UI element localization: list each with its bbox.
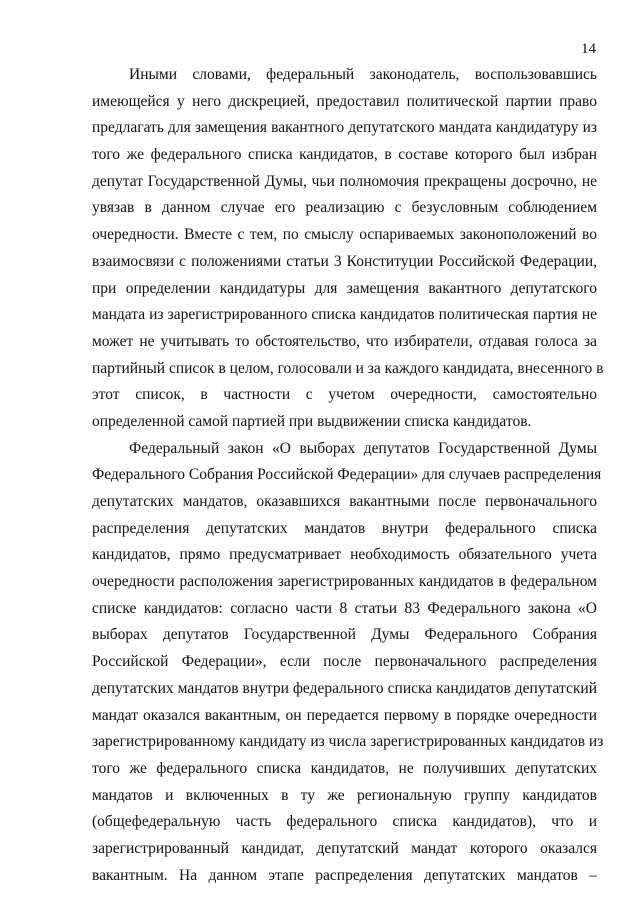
text-line: этот список, в частности с учетом очередности, самостоятельно bbox=[92, 386, 597, 404]
text-line: Федерального Собрания Российской Федерации» для случаев распределения bbox=[92, 466, 602, 484]
paragraph-2 bbox=[92, 436, 604, 890]
document-body bbox=[92, 62, 604, 889]
text-line: списке кандидатов: согласно части 8 статьи 83 Федерального закона «О bbox=[92, 599, 597, 617]
text-line: того же федерального списка кандидатов, не получивших депутатских bbox=[92, 759, 597, 777]
paragraph-1 bbox=[92, 62, 604, 436]
text-line: при определении кандидатуры для замещения вакантного депутатского bbox=[92, 279, 597, 297]
text-line: вакантным. На данном этапе распределения депутатских мандатов – bbox=[92, 866, 597, 884]
text-line: того же федерального списка кандидатов, в составе которого был избран bbox=[92, 146, 597, 164]
text-line: партийный список в целом, голосовали и за каждого кандидата, внесенного в bbox=[92, 359, 604, 377]
text-line: зарегистрированный кандидат, депутатский мандат которого оказался bbox=[92, 839, 597, 857]
text-line: выборах депутатов Государственной Думы Федерального Собрания bbox=[92, 626, 597, 644]
text-line: (общефедеральную часть федерального списка кандидатов), что и bbox=[92, 813, 597, 831]
text-line: очередности. Вместе с тем, по смыслу оспариваемых законоположений во bbox=[92, 226, 597, 244]
text-line: распределения депутатских мандатов внутри федерального списка bbox=[92, 519, 597, 537]
text-line: увязав в данном случае его реализацию с безусловным соблюдением bbox=[92, 199, 597, 217]
page-number: 14 bbox=[581, 41, 596, 57]
text-line: мандатов и включенных в ту же региональную группу кандидатов bbox=[92, 786, 597, 804]
text-line: Иными словами, федеральный законодатель, воспользовавшись bbox=[129, 66, 597, 83]
text-line: имеющейся у него дискрецией, предоставил политической партии право bbox=[92, 92, 597, 110]
text-line: очередности расположения зарегистрированных кандидатов в федеральном bbox=[92, 573, 597, 591]
text-line: депутатских мандатов, оказавшихся вакантными после первоначального bbox=[92, 493, 597, 510]
text-line: определенной самой партией при выдвижении списка кандидатов. bbox=[92, 412, 532, 430]
text-line: депутат Государственной Думы, чьи полномочия прекращены досрочно, не bbox=[92, 172, 597, 190]
text-line: предлагать для замещения вакантного депутатского мандата кандидатуру из bbox=[92, 119, 597, 137]
text-line: Российской Федерации», если после первоначального распределения bbox=[92, 653, 597, 671]
text-line: зарегистрированному кандидату из числа зарегистрированных кандидатов из bbox=[92, 733, 604, 751]
text-line: может не учитывать то обстоятельство, что избиратели, отдавая голоса за bbox=[92, 332, 597, 350]
text-line: мандат оказался вакантным, он передается первому в порядке очередности bbox=[92, 706, 597, 724]
text-line: взаимосвязи с положениями статьи 3 Конституции Российской Федерации, bbox=[92, 252, 597, 270]
text-line: мандата из зарегистрированного списка кандидатов политическая партия не bbox=[92, 306, 597, 324]
text-line: Федеральный закон «О выборах депутатов Государственной Думы bbox=[129, 439, 597, 457]
text-line: кандидатов, прямо предусматривает необходимость обязательного учета bbox=[92, 546, 597, 564]
text-line: депутатских мандатов внутри федерального списка кандидатов депутатский bbox=[92, 679, 597, 697]
